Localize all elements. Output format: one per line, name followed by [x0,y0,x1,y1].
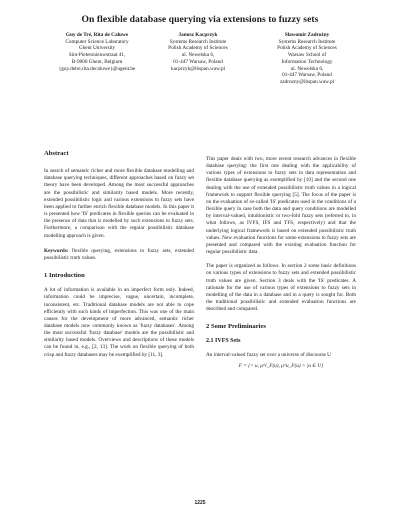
author-affiliation-line: 01-447 Warsaw, Poland [282,72,332,79]
author-name: Sławomir Zadrożny [284,32,330,38]
author-affiliation-line: B-9000 Ghent, Belgium [71,58,123,65]
abstract-text: In search of semantic richer and more flexible database modelling and database querying techniques, different approaches based on fuzzy set theory have been developed. Among the most successful approaches are the possibilistic and similarity based models. More recently, extended possibilistic logic and various extensions to fuzzy sets have been applied to further enrich flexible database models. In this paper it is presented how 'IS' predicates in flexible queries can be evaluated in the presence of data that is modelled by such extensions to fuzzy sets. Furthermore, a comparison with the regular possibilistic database modelling approach is given. [44,168,194,239]
ivfs-formula: F = {< u, μ^l_F(u), μ^u_F(u) > |u ∈ U} [238,362,324,369]
abstract-heading: Abstract [44,150,69,157]
body-paragraph: An interval-valued fuzzy set over a universe of discourse U [206,351,331,358]
author-affiliation-line: Systems Research Institute [278,38,336,45]
keywords-text: flexible querying, extensions to fuzzy sets, extended possibilistic truth values. [44,247,195,261]
author-email: {guy.detre,rita.decaluwe}@ugent.be [58,65,136,72]
author-block-3 [252,32,362,86]
subsection-heading-ivfs: 2.1 IVFS Sets [206,338,241,345]
author-name: Janusz Kacprzyk [178,32,218,38]
author-affiliation-line: Ghent University [78,45,116,52]
author-affiliation-line: ul. Newelska 6, [290,65,324,72]
section-heading-introduction: 1 Introduction [44,272,85,280]
author-email: kacprzyk@ibspan.waw.pl [170,65,226,72]
keywords-label: Keywords: [44,247,69,254]
right-column [206,156,356,370]
author-email: zadrozny@ibspan.waw.pl [279,78,335,85]
author-block-1 [42,32,152,72]
author-block-2 [148,32,248,72]
author-affiliation-line: Systems Research Institute [169,38,227,45]
author-affiliation-line: Information Technology [281,58,333,65]
author-affiliation-line: Computer Science Laboratory [65,38,129,45]
author-affiliation-line: ul. Newelska 6, [181,52,215,59]
section-heading-preliminaries: 2 Some Preliminaries [206,323,266,331]
introduction-text: A lot of information is available in an imperfect form only. Indeed, information could be imprecise, vague, uncertain, incomplete, inconsistent, etc. Traditional database models are not able to cope efficiently with such kinds of imperfection. This was one of the main causes for the development of more advanced, semantic richer database models now commonly known as 'fuzzy databases'. Among the most successful 'fuzzy database' models are the possibilistic and similarity based models. Overviews and descriptions of these models can be found in, e.g., [2, 13]. The work on flexible querying of both crisp and fuzzy databases may be exemplified by [11, 3]. [44,287,194,358]
left-column [44,150,194,366]
author-affiliation-line: Warsaw School of [287,52,327,59]
body-paragraph: This paper deals with two, more recent research advances in flexible database querying: the first one dealing with the applicability of various types of extensions to fuzzy sets in data representation and flexible database querying as exemplified by [10] and the second one dealing with the use of extended possibilistic truth values in a logical framework to support flexible querying [5]. The focus of the paper is on the evaluation of so-called 'IS' predicates used in the conditions of a flexible query in case both the data and query conditions are modelled by interval-valued, intuitionistic or two-fold fuzzy sets (referred to, in what follows, as IVFS, IFS and TFS, respectively) and that the underlying logical framework is based on extended possibilistic truth values. New evaluation functions for some extensions to fuzzy sets are presented and compared with the existing evaluation function for regular possibilistic data. [206,156,356,256]
keywords [44,248,194,262]
body-paragraph: The paper is organized as follows. In section 2 some basic definitions on various types of extensions to fuzzy sets and extended possibilistic truth values are given. Section 3 deals with the 'IS' predicates. A rationale for the use of various types of extensions to fuzzy sets in modelling of the data in a database and in a query is sought for. Both the traditional possibilistic and extended evaluation functions are described and compared. [206,263,356,313]
author-affiliation-line: Sint-Pietersnieuwstraat 41, [68,52,126,59]
author-affiliation-line: Polish Academy of Sciences [168,45,228,52]
author-affiliation-line: 01-447 Warsaw, Poland [173,58,223,65]
paper-title: On flexible database querying via extensions to fuzzy sets [81,14,319,25]
author-affiliation-line: Polish Academy of Sciences [277,45,337,52]
author-name: Guy de Tré, Rita de Caluwe [65,32,129,38]
page-number: 1225 [194,500,206,506]
